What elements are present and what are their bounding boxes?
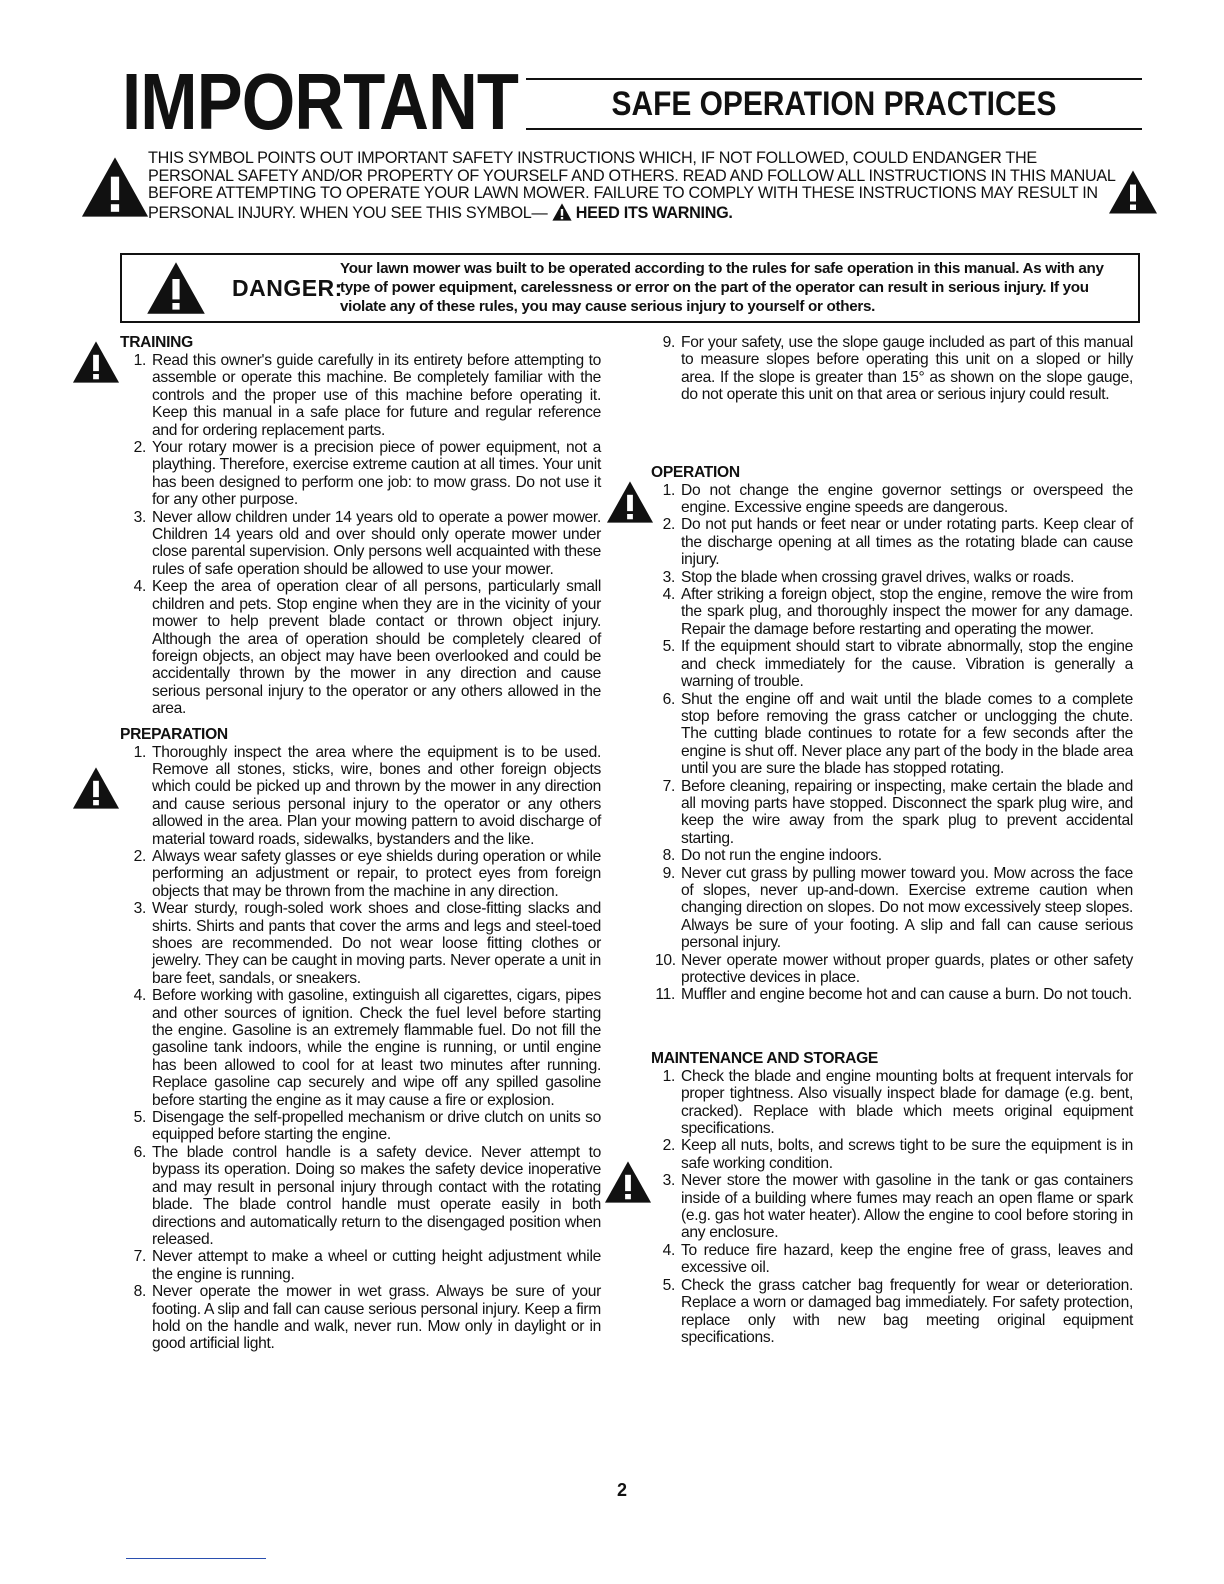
maintenance-list xyxy=(655,1068,1133,1347)
footer-rule xyxy=(126,1558,266,1559)
warning-icon xyxy=(80,156,150,218)
list-item: 5. Disengage the self-propelled mechanism or drive clutch on units so equipped before starting the engine. xyxy=(133,1109,601,1144)
list-item: 11. Muffler and engine become hot and can cause a burn. Do not touch. xyxy=(655,986,1132,1004)
list-item: 6. The blade control handle is a safety device. Never attempt to bypass its operation. Doing so makes the safety device inoperative and may result in personal injury through contact with the rotating blade. The blade control handle must operate easily in both directions and automatically return to the disengaged position when released. xyxy=(133,1143,601,1248)
maintenance-warning-icon xyxy=(604,1160,652,1204)
list-item: 2. Your rotary mower is a precision piece of power equipment, not a plaything. Therefore, exercise extreme caution at all times. Your unit has been designed to perform one job: to mow grass. Do not use it for any other purpose. xyxy=(133,439,601,509)
operation-list xyxy=(655,482,1133,1004)
list-item: 7. Before cleaning, repairing or inspecting, make certain the blade and all moving parts have stopped. Disconnect the spark plug wire, and keep the wire away from the spark plug to prevent accidental starting. xyxy=(662,777,1133,847)
list-item: 9. For your safety, use the slope gauge included as part of this manual to measure slopes before operating this unit on a sloped or hilly area. If the slope is greater than 15° as shown on the slope gauge, do not operate this unit on that area or serious injury could result. xyxy=(662,334,1133,404)
header-rule-top xyxy=(526,78,1142,80)
danger-warning-icon xyxy=(146,261,206,315)
page-number: 2 xyxy=(616,1480,627,1500)
section-preparation xyxy=(120,725,601,1353)
list-item: 1. Do not change the engine governor settings or overspeed the engine. Excessive engine speeds are dangerous. xyxy=(662,481,1133,517)
training-warning-icon xyxy=(72,340,120,384)
preparation-list xyxy=(126,744,601,1353)
header-rule-bottom xyxy=(526,128,1142,130)
list-item: 4. After striking a foreign object, stop the engine, remove the wire from the spark plug, and thoroughly inspect the mower for any damage. Repair the damage before restarting and operating the mower. xyxy=(662,586,1133,638)
list-item: 2. Always wear safety glasses or eye shields during operation or while performing an adjustment or repair, to protect eyes from foreign objects that may be thrown from the machine in any direction. xyxy=(133,847,601,900)
list-item: 5. If the equipment should start to vibrate abnormally, stop the engine and check immediately for the cause. Vibration is generally a warning of trouble. xyxy=(662,638,1133,691)
list-item: 4. Keep the area of operation clear of all persons, particularly small children and pets. Stop engine when they are in the vicinity of your mower to help prevent blade contact or thrown object injury. Although the area of operation should be completely cleared of foreign objects, an object may have been overlooked and could be accidentally thrown by the mower in any direction and cause serious personal injury to the operator or any others allowed in the area. xyxy=(133,578,601,718)
heed-warning-text: HEED ITS WARNING. xyxy=(575,203,733,222)
section-title-preparation: PREPARATION xyxy=(120,725,228,743)
page-header xyxy=(122,57,1142,146)
list-item: 1. Read this owner's guide carefully in its entirety before attempting to assemble or operate this machine. Be completely familiar with the controls and the proper use of this machine before operating it. Keep this manual in a safe place for future and regular reference and for ordering replacement parts. xyxy=(133,352,601,439)
list-item: 3. Never allow children under 14 years old to operate a power mower. Children 14 years old and over should only operate mower under close parental supervision. Only persons well acquainted with these rules of safe operation should be allowed to use your mower. xyxy=(133,508,601,578)
intro-text: THIS SYMBOL POINTS OUT IMPORTANT SAFETY INSTRUCTIONS WHICH, IF NOT FOLLOWED, COULD ENDANGER THE PERSONAL SAFETY AND/OR PROPERTY OF YOURSELF AND OTHERS. READ AND FOLLOW ALL INSTRUCTIONS IN THIS MANUAL BEFORE ATTEMPTING TO OPERATE YOUR LAWN MOWER. FAILURE TO COMPLY WITH THESE INSTRUCTIONS MAY RESULT IN PERSONAL INJURY. WHEN YOU SEE THIS SYMBOL— xyxy=(148,149,1115,222)
list-item: 3. Stop the blade when crossing gravel drives, walks or roads. xyxy=(662,568,1075,586)
right-column xyxy=(651,334,1133,1346)
list-item: 1. Thoroughly inspect the area where the equipment is to be used. Remove all stones, sticks, wire, bones and other foreign objects which could be picked up and thrown by the mower in any direction and cause serious personal injury to the operator or any others allowed in the area. Plan your mowing pattern to avoid discharge of material toward roads, sidewalks, bystanders and the like. xyxy=(133,743,601,848)
intro-paragraph xyxy=(148,150,1123,222)
section-training xyxy=(120,334,601,718)
inline-warning-icon xyxy=(552,203,572,221)
list-item: 8. Never operate the mower in wet grass. Always be sure of your footing. A slip and fall can cause serious personal injury. Keep a firm hold on the handle and walk, never run. Mow only in daylight or in good artificial light. xyxy=(133,1283,601,1353)
preparation-list-continued xyxy=(655,334,1133,404)
section-title-operation: OPERATION xyxy=(651,463,740,481)
list-item: 2. Keep all nuts, bolts, and screws tight to be sure the equipment is in safe working condition. xyxy=(662,1137,1133,1172)
important-heading: IMPORTANT xyxy=(122,57,519,146)
danger-label: DANGER: xyxy=(232,275,343,301)
left-column xyxy=(120,334,601,1353)
training-list xyxy=(126,352,601,718)
list-item: 10. Never operate mower without proper guards, plates or other safety protective devices in place. xyxy=(655,951,1133,986)
section-title-training: TRAINING xyxy=(120,334,193,351)
list-item: 3. Wear sturdy, rough-soled work shoes and close-fitting slacks and shirts. Shirts and pants that cover the arms and legs and steel-toed shoes are recommended. Do not wear loose fitting clothes or jewelry. They can be caught in moving parts. Never operate a unit in bare feet, sandals, or sneakers. xyxy=(133,900,601,987)
operation-warning-icon xyxy=(606,480,654,524)
section-maintenance xyxy=(651,1049,1133,1347)
list-item: 8. Do not run the engine indoors. xyxy=(662,847,882,865)
list-item: 6. Shut the engine off and wait until the blade comes to a complete stop before removing the grass catcher or unclogging the chute. The cutting blade continues to rotate for a few seconds after the engine is shut off. Never place any part of the body in the blade area until you are sure the blade has stopped rotating. xyxy=(662,690,1133,778)
danger-box xyxy=(120,253,1140,323)
warning-icon-right xyxy=(1108,166,1158,218)
page-subtitle: SAFE OPERATION PRACTICES xyxy=(611,85,1057,123)
list-item: 4. To reduce fire hazard, keep the engine free of grass, leaves and excessive oil. xyxy=(662,1241,1133,1277)
list-item: 3. Never store the mower with gasoline in the tank or gas containers inside of a building where fumes may reach an open flame or spark (e.g. gas hot water heater). Allow the engine to cool before storing in any enclosure. xyxy=(662,1172,1133,1242)
list-item: 9. Never cut grass by pulling mower toward you. Mow across the face of slopes, never up-and-down. Exercise extreme caution when changing direction on slopes. Do not mow excessively steep slopes. Always be sure of your footing. A slip and fall can cause serious personal injury. xyxy=(662,864,1133,952)
list-item: 4. Before working with gasoline, extinguish all cigarettes, cigars, pipes and other sources of ignition. Check the fuel level before starting the engine. Gasoline is an extremely flammable fuel. Do not fill the gasoline tank indoors, while the engine is running, or until engine has been allowed to cool for at least two minutes after running. Replace gasoline cap securely and wipe off any spilled gasoline before starting the engine as it may cause a fire or explosion. xyxy=(133,987,601,1109)
section-title-maintenance: MAINTENANCE AND STORAGE xyxy=(651,1049,879,1067)
danger-text: Your lawn mower was built to be operated according to the rules for safe operation in this manual. As with any type of power equipment, carelessness or error on the part of the operator can result in serious injury. If you violate any of these rules, you may cause serious injury to yourself or others. xyxy=(340,260,1104,315)
preparation-warning-icon xyxy=(72,766,120,810)
list-item: 2. Do not put hands or feet near or under rotating parts. Keep clear of the discharge opening at all times as the rotating blade can cause injury. xyxy=(662,516,1133,569)
section-operation xyxy=(651,463,1133,1004)
list-item: 5. Check the grass catcher bag frequently for wear or deterioration. Replace a worn or damaged bag immediately. For safety protection, replace only with new bag meeting original equipment specifications. xyxy=(662,1276,1133,1346)
list-item: 7. Never attempt to make a wheel or cutting height adjustment while the engine is running. xyxy=(133,1248,601,1283)
list-item: 1. Check the blade and engine mounting bolts at frequent intervals for proper tightness. Also visually inspect blade for damage (e.g. bent, cracked). Replace with blade which meets original equipment specifications. xyxy=(662,1067,1133,1138)
